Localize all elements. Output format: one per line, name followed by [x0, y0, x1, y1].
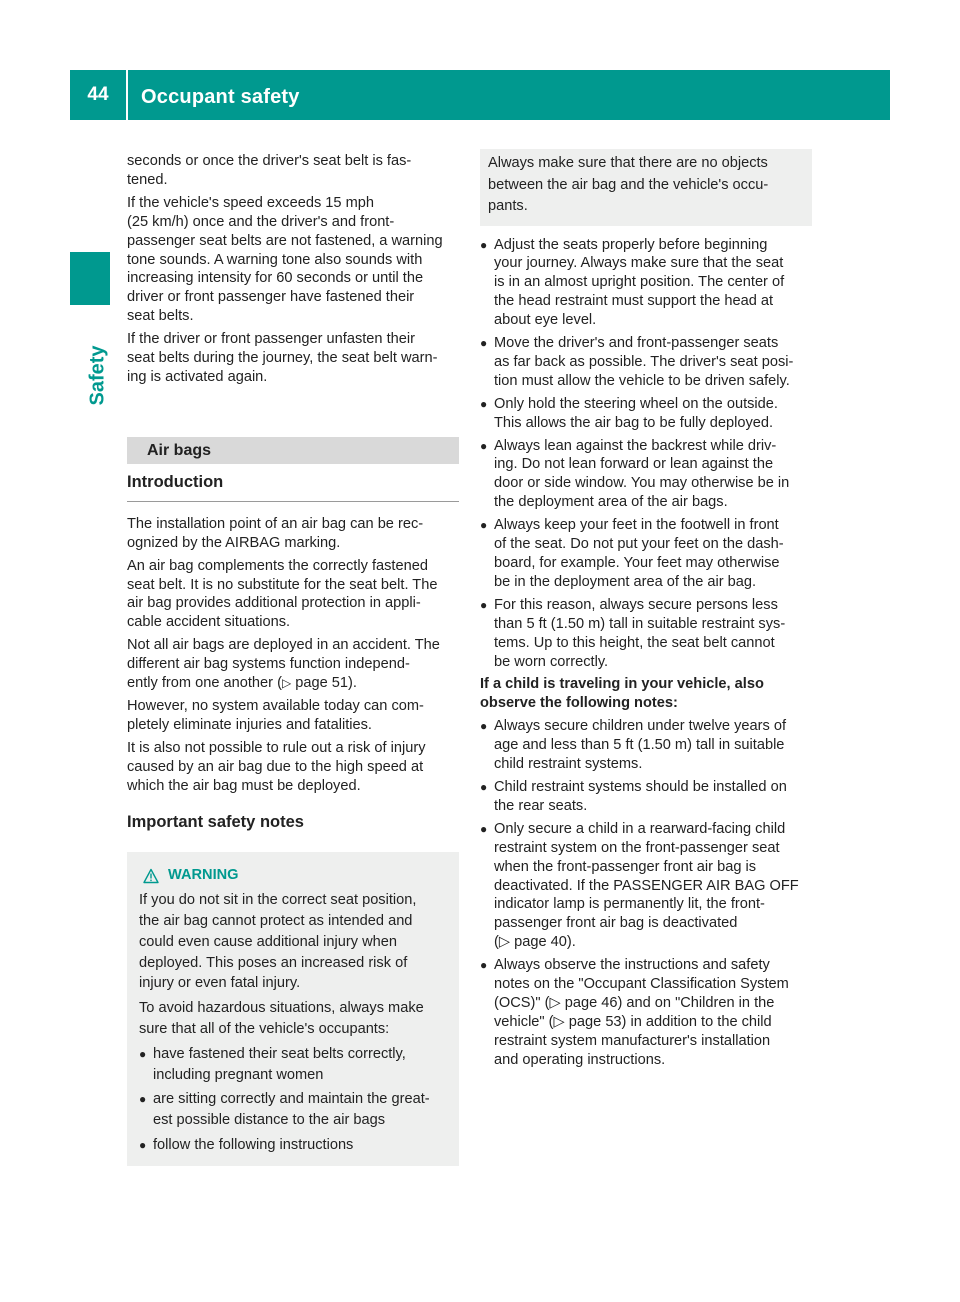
- list-item: ● Always secure children under twelve years of age and less than 5 ft (1.50 m) tall in suitable child restraint systems.: [480, 718, 787, 773]
- side-section-label: Safety: [86, 345, 109, 406]
- page-number: 44: [87, 84, 109, 105]
- list-item: ● have fastened their seat belts correctly, including pregnant women: [139, 1044, 447, 1086]
- paragraph: An air bag complements the correctly fastened seat belt. It is no substitute for the seat belt. The air bag provides additional protection in appli- cable accident situations.: [127, 557, 438, 631]
- paragraph: seconds or once the driver's seat belt is fas- tened.: [127, 153, 412, 188]
- warning-label: WARNING: [168, 867, 239, 884]
- list-item: ● are sitting correctly and maintain the great- est possible distance to the air bags: [139, 1089, 447, 1131]
- warning-text: To avoid hazardous situations, always make sure that all of the vehicle's occupants:: [139, 1000, 424, 1037]
- list-item: ● Always keep your feet in the footwell in front of the seat. Do not put your feet on the dash- board, for example. Your feet may otherwise be in the deployment area of the air bag.: [480, 517, 784, 590]
- left-column: [127, 152, 459, 1166]
- warning-header: [139, 865, 447, 886]
- chapter-title: Occupant safety: [141, 86, 300, 108]
- list-item: ● Only secure a child in a rearward-facing child restraint system on the front-passenger seat when the front-passenger front air bag is deactivated. If the PASSENGER AIR BAG OFF indicator lamp is permanently lit, the front- passenger front air bag is deactivated (▷ page 40).: [480, 820, 799, 951]
- bullet-icon: ●: [480, 719, 488, 734]
- page-ref-icon: ▷: [281, 676, 292, 691]
- bullet-icon: ●: [480, 336, 488, 351]
- list-item: ● Adjust the seats properly before beginning your journey. Always make sure that the seat is in an almost upright position. The center of the head restraint must support the head at about eye level.: [480, 236, 785, 329]
- bullet-icon: ●: [480, 779, 488, 794]
- bullet-icon: ●: [139, 1046, 147, 1061]
- page-ref-link[interactable]: page 51).: [291, 675, 357, 692]
- paragraph: If the vehicle's speed exceeds 15 mph (25 km/h) once and the driver's and front- passenger seat belts are not fastened, a warning tone sounds. A warning tone also sounds with increasing intensity for 60 seconds or until the driver or front passenger have fastened their seat belts.: [127, 194, 443, 325]
- warning-box: [127, 852, 459, 1165]
- right-column: [480, 152, 812, 1074]
- list-item: ● For this reason, always secure persons less than 5 ft (1.50 m) tall in suitable restraint sys- tems. Up to this height, the seat belt cannot be worn correctly.: [480, 596, 786, 670]
- subheading-safety-notes: Important safety notes: [127, 813, 304, 832]
- list-item: ● Child restraint systems should be installed on the rear seats.: [480, 778, 787, 814]
- paragraph: If the driver or front passenger unfasten their seat belts during the journey, the seat belt warn- ing is activated again.: [127, 331, 438, 385]
- warning-continued-box: [480, 149, 812, 226]
- bullet-icon: ●: [480, 597, 488, 612]
- bullet-icon: ●: [139, 1092, 147, 1107]
- section-title: Air bags: [127, 437, 459, 464]
- list-item: ● Only hold the steering wheel on the outside. This allows the air bag to be fully deployed.: [480, 395, 778, 431]
- bullet-icon: ●: [480, 958, 488, 973]
- bullet-icon: ●: [480, 821, 488, 836]
- bullet-icon: ●: [139, 1137, 147, 1152]
- paragraph-text: Not all air bags are deployed in an accident. The different air bag systems function independ- ently from one another (: [127, 637, 440, 692]
- side-tab-marker: [70, 252, 110, 305]
- list-item: ● Move the driver's and front-passenger seats as far back as possible. The driver's seat posi- tion must allow the vehicle to be driven safely.: [480, 335, 794, 389]
- list-item: ● Always observe the instructions and safety notes on the "Occupant Classification System (OCS)" (▷ page 46) and on "Children in the vehicle" (▷ page 53) in addition to the child restraint system manufacturer's installation and operating instructions.: [480, 957, 789, 1068]
- paragraph: [127, 636, 459, 693]
- list-item: ● Always lean against the backrest while driv- ing. Do not lean forward or lean against the door or side window. You may otherwise be in the deployment area of the air bags.: [480, 437, 790, 511]
- paragraph: The installation point of an air bag can be rec- ognized by the AIRBAG marking.: [127, 515, 424, 551]
- paragraph: It is also not possible to rule out a risk of injury caused by an air bag due to the high speed at which the air bag must be deployed.: [127, 739, 426, 794]
- page-header: [70, 70, 890, 120]
- subheading-introduction: Introduction: [127, 473, 459, 502]
- bullet-icon: ●: [480, 237, 488, 252]
- bullet-icon: ●: [480, 396, 488, 411]
- warning-triangle-icon: [143, 868, 159, 884]
- list-item: ● follow the following instructions: [139, 1135, 447, 1156]
- bullet-icon: ●: [480, 518, 488, 533]
- warning-text: If you do not sit in the correct seat position, the air bag cannot protect as intended and could even cause additional injury when deployed. This poses an increased risk of injury or even fatal injury.: [139, 892, 417, 992]
- warning-text: Always make sure that there are no objects between the air bag and the vehicle's occu- pants.: [488, 155, 769, 214]
- child-notes-heading: If a child is traveling in your vehicle, also observe the following notes:: [480, 676, 764, 712]
- bullet-icon: ●: [480, 438, 488, 453]
- header-divider: [126, 70, 128, 120]
- paragraph: However, no system available today can com- pletely eliminate injuries and fatalities.: [127, 697, 424, 733]
